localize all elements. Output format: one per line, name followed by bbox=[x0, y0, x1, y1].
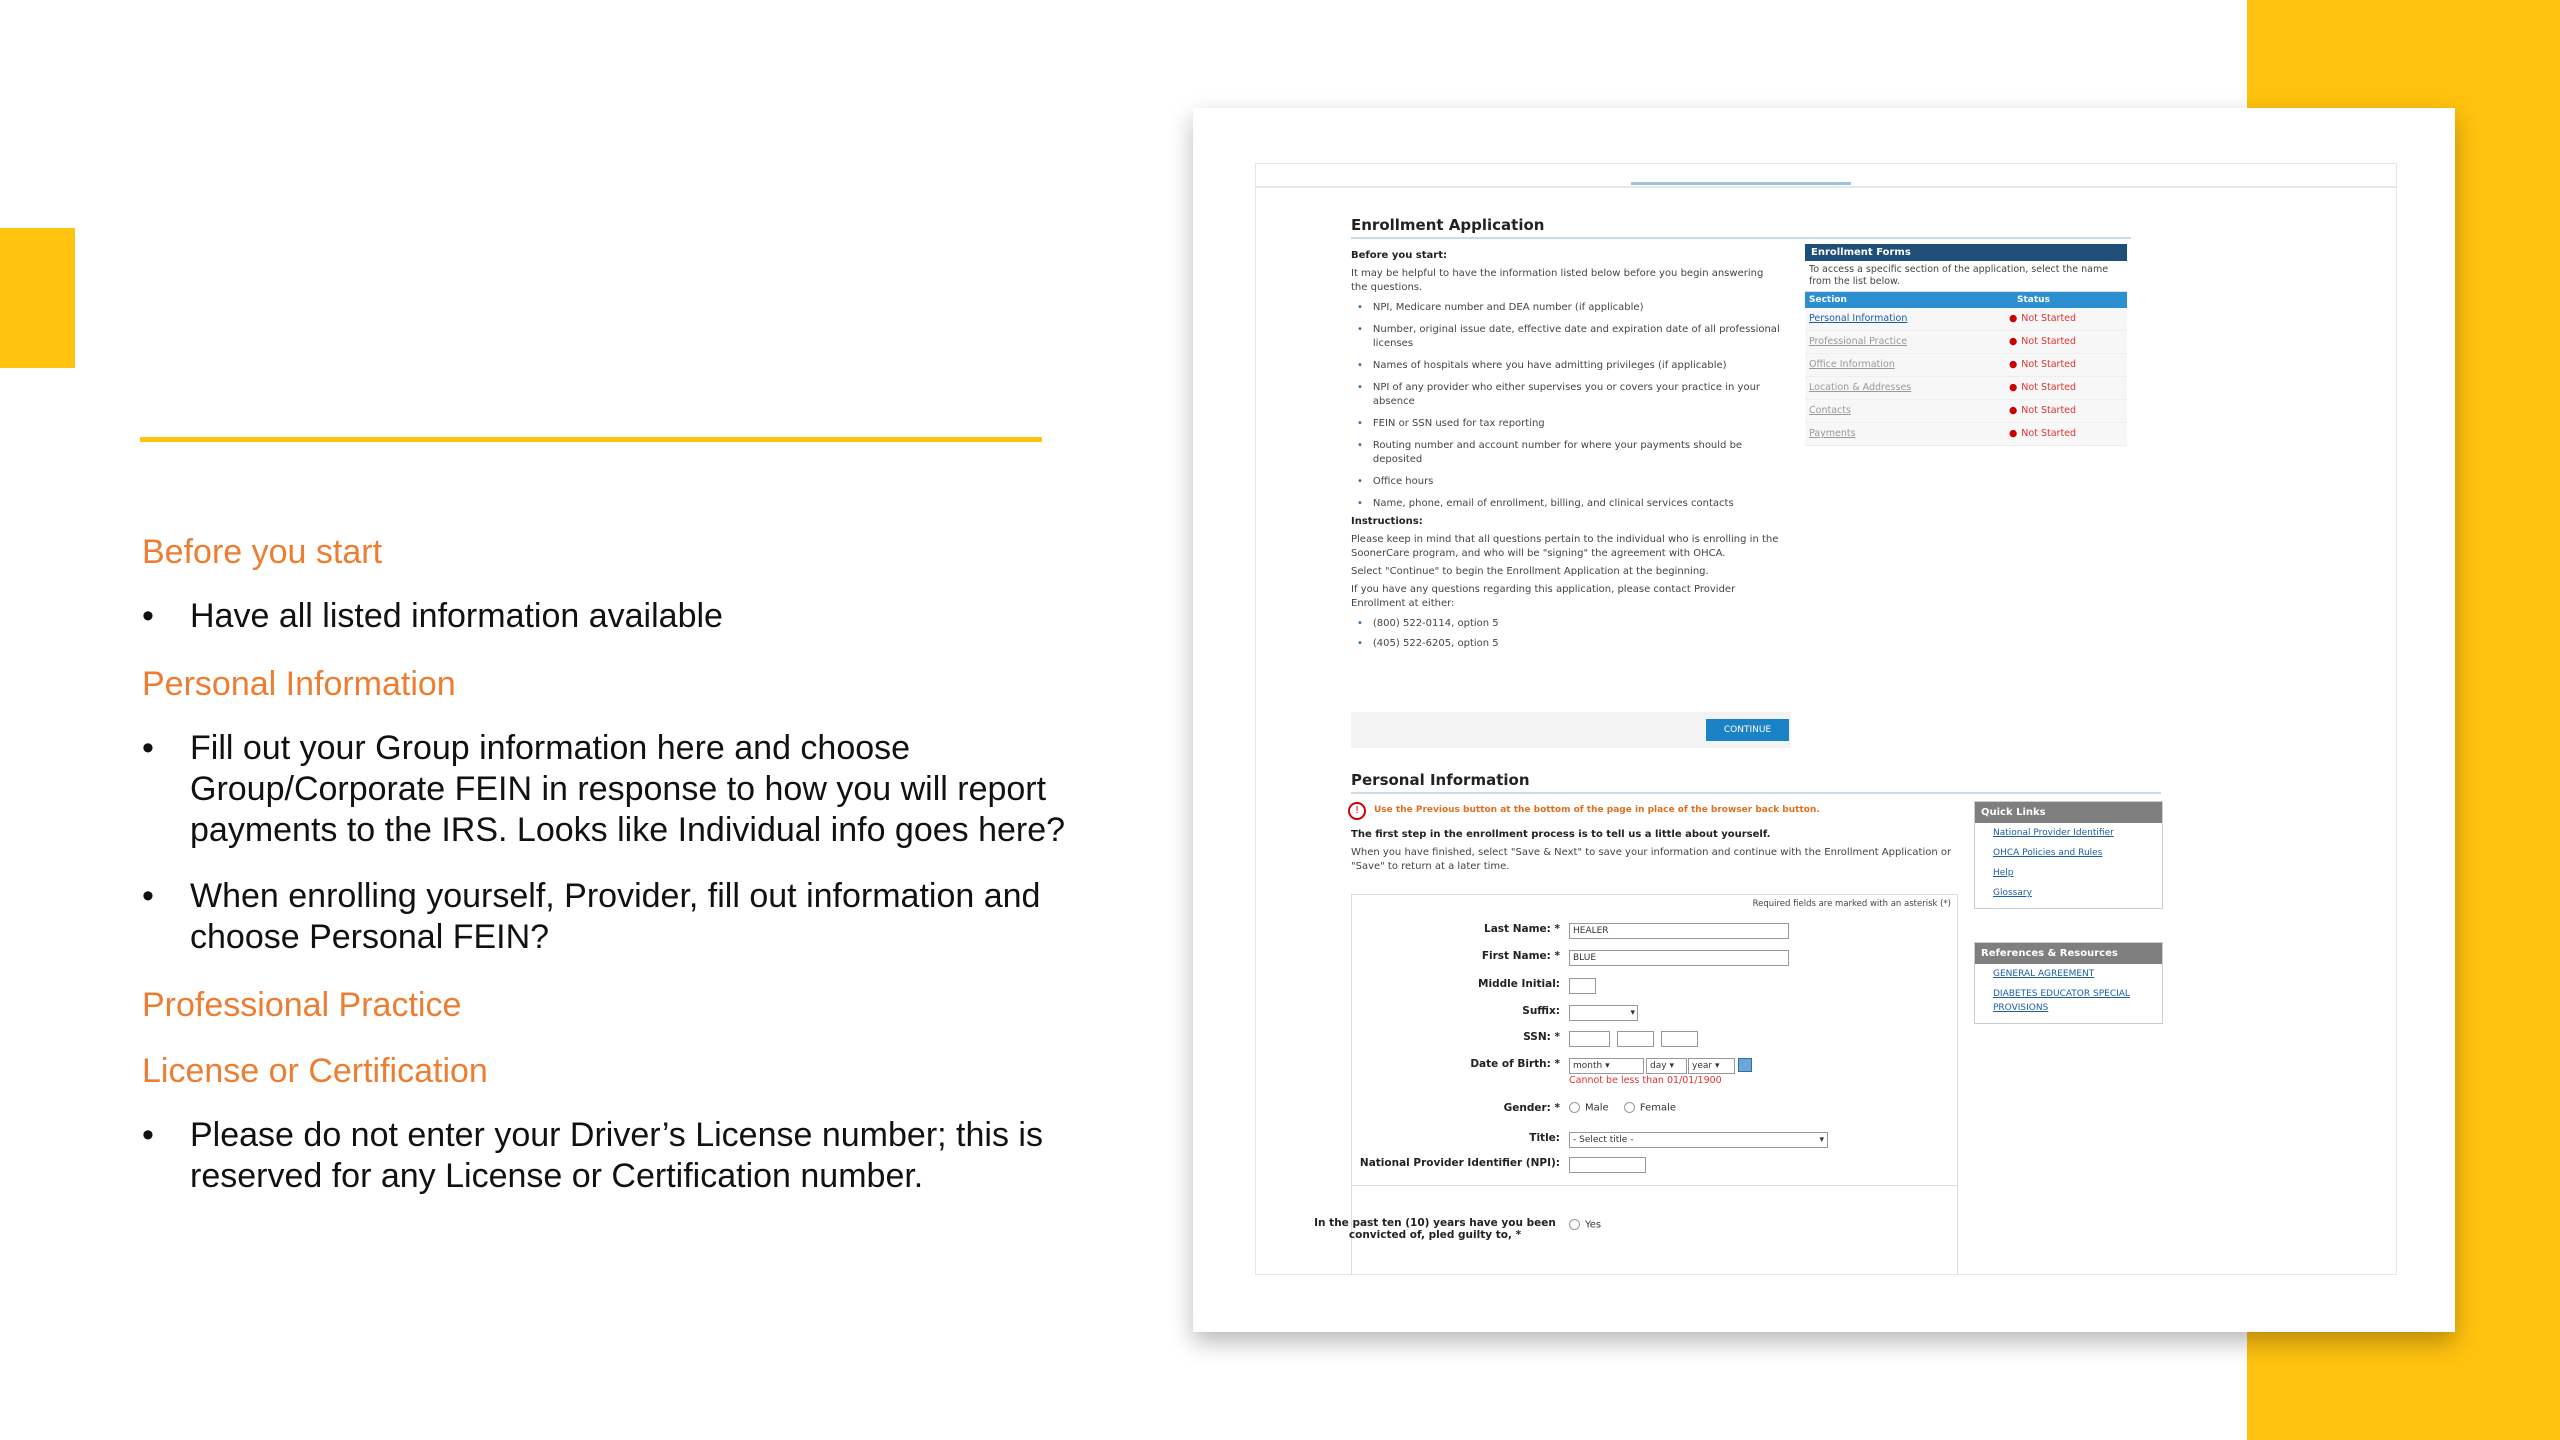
section-link-professional[interactable]: Professional Practice bbox=[1809, 336, 1908, 347]
middle-initial-input[interactable] bbox=[1569, 978, 1596, 994]
npi-input[interactable] bbox=[1569, 1157, 1646, 1173]
chevron-down-icon: ▾ bbox=[1605, 1061, 1610, 1071]
bullet-text: Please do not enter your Driver’s License number; this is reserved for any License or Certification number. bbox=[190, 1116, 1043, 1195]
chevron-down-icon: ▾ bbox=[1669, 1061, 1674, 1071]
gender-male-label: Male bbox=[1585, 1102, 1609, 1114]
bullet-item bbox=[142, 1115, 1082, 1197]
suffix-row bbox=[1352, 1005, 1912, 1027]
phone-list bbox=[1357, 617, 1781, 651]
list-item-text: NPI of any provider who either supervises you or covers your practice in your absence bbox=[1372, 382, 1761, 407]
bullet-icon: • bbox=[1357, 324, 1363, 335]
heading-professional-practice: Professional Practice bbox=[142, 986, 462, 1024]
personal-form bbox=[1314, 894, 1958, 1275]
convicted-label: In the past ten (10) years have you been convicted of, pled guilty to, * bbox=[1314, 1217, 1556, 1241]
bullet-item bbox=[142, 596, 1082, 637]
chevron-down-icon: ▾ bbox=[1714, 1061, 1720, 1071]
quick-link-glossary[interactable]: Glossary bbox=[1993, 888, 2032, 898]
continue-button[interactable]: CONTINUE bbox=[1706, 719, 1789, 741]
npi-label: National Provider Identifier (NPI): bbox=[1359, 1157, 1560, 1169]
quick-link-policies[interactable]: OHCA Policies and Rules bbox=[1993, 848, 2103, 858]
form-divider bbox=[1352, 1185, 1957, 1186]
phone-text: (800) 522-0114, option 5 bbox=[1372, 618, 1499, 629]
intro-text: It may be helpful to have the information listed below before you begin answering the questions. bbox=[1351, 268, 1764, 293]
enrollment-title: Enrollment Application bbox=[1351, 216, 1545, 234]
dob-year-select[interactable]: year ▾ bbox=[1688, 1058, 1735, 1074]
bullet-icon: • bbox=[1357, 618, 1363, 629]
status-badge: ● Not Started bbox=[2009, 423, 2076, 445]
suffix-label: Suffix: bbox=[1522, 1005, 1560, 1017]
bullet-icon: • bbox=[1357, 638, 1363, 649]
table-row bbox=[1805, 308, 2127, 331]
bullet-text: When enrolling yourself, Provider, fill out information and choose Personal FEIN? bbox=[190, 877, 1041, 956]
bullet-icon: • bbox=[1357, 476, 1363, 487]
table-row bbox=[1805, 400, 2127, 423]
bullet-icon: • bbox=[142, 1116, 154, 1154]
dob-day-select[interactable]: day ▾ bbox=[1646, 1058, 1687, 1074]
middle-initial-row bbox=[1352, 978, 1912, 1000]
slide-notes bbox=[142, 530, 1082, 1222]
calendar-icon[interactable] bbox=[1738, 1058, 1752, 1072]
enrollment-forms-box bbox=[1805, 244, 2127, 446]
list-item bbox=[1357, 475, 1781, 489]
list-item bbox=[1357, 301, 1781, 315]
gender-female-label: Female bbox=[1639, 1102, 1677, 1114]
title-divider bbox=[140, 437, 1042, 442]
bullet-icon: • bbox=[1357, 382, 1363, 393]
personal-info-title: Personal Information bbox=[1351, 771, 1530, 789]
convicted-options bbox=[1557, 1219, 1601, 1231]
status-badge: ● Not Started bbox=[2009, 377, 2076, 399]
quick-link-npi[interactable]: National Provider Identifier bbox=[1993, 828, 2114, 838]
ssn-part-1[interactable] bbox=[1569, 1031, 1610, 1047]
warning-icon: ! bbox=[1348, 802, 1366, 820]
bullet-icon: • bbox=[142, 729, 154, 767]
before-start-block bbox=[1351, 249, 1781, 651]
list-item-text: Office hours bbox=[1372, 476, 1434, 487]
required-note: Required fields are marked with an asterisk (*) bbox=[1752, 899, 1951, 909]
forms-header-row bbox=[1805, 292, 2127, 308]
list-item-text: FEIN or SSN used for tax reporting bbox=[1372, 418, 1545, 429]
quick-link-help[interactable]: Help bbox=[1993, 868, 2014, 878]
heading-license-certification: License or Certification bbox=[142, 1052, 488, 1090]
list-item-text: Name, phone, email of enrollment, billing, and clinical services contacts bbox=[1372, 498, 1734, 509]
section-link-personal[interactable]: Personal Information bbox=[1809, 313, 1908, 324]
table-row bbox=[1805, 423, 2127, 446]
col-section: Section bbox=[1809, 295, 1847, 305]
bullet-icon: • bbox=[1357, 418, 1363, 429]
forms-desc: To access a specific section of the application, select the name from the list below. bbox=[1805, 261, 2127, 292]
chevron-down-icon: ▾ bbox=[1630, 1008, 1635, 1018]
heading-before-you-start: Before you start bbox=[142, 533, 383, 571]
gender-options bbox=[1557, 1102, 1676, 1114]
list-item bbox=[1357, 637, 1781, 651]
active-tab-underline bbox=[1631, 182, 1851, 185]
list-item bbox=[1357, 323, 1781, 351]
col-status: Status bbox=[2017, 295, 2050, 305]
title-row bbox=[1352, 1132, 1912, 1154]
gender-row bbox=[1352, 1102, 1912, 1124]
phone-text: (405) 522-6205, option 5 bbox=[1372, 638, 1499, 649]
title-select[interactable]: - Select title - ▾ bbox=[1569, 1132, 1828, 1148]
last-name-label: Last Name: * bbox=[1484, 923, 1560, 935]
list-item bbox=[1357, 359, 1781, 373]
table-row bbox=[1805, 331, 2127, 354]
references-title: References & Resources bbox=[1975, 943, 2162, 964]
save-note: When you have finished, select "Save & Next" to save your information and continue with the Enrollment Application or "Save" to return at a later time. bbox=[1351, 847, 1952, 872]
instructions-text: If you have any questions regarding this application, please contact Provider Enrollment at either: bbox=[1351, 584, 1736, 609]
section-link-contacts[interactable]: Contacts bbox=[1809, 405, 1851, 416]
status-badge: ● Not Started bbox=[2009, 400, 2076, 422]
dob-month-select[interactable]: month ▾ bbox=[1569, 1058, 1644, 1074]
list-item bbox=[1357, 381, 1781, 409]
dob-error-row bbox=[1352, 1075, 1912, 1097]
ssn-row bbox=[1352, 1031, 1912, 1053]
back-warning: Use the Previous button at the bottom of the page in place of the browser back button. bbox=[1374, 805, 1820, 815]
gender-female-radio[interactable] bbox=[1624, 1102, 1635, 1113]
instructions-text: Select "Continue" to begin the Enrollment Application at the beginning. bbox=[1351, 566, 1709, 577]
section-link-location[interactable]: Location & Addresses bbox=[1809, 382, 1912, 393]
convicted-row bbox=[1314, 1217, 1912, 1251]
enrollment-rule bbox=[1351, 237, 2131, 239]
bullet-icon: • bbox=[1357, 360, 1363, 371]
section-link-payments[interactable]: Payments bbox=[1809, 428, 1856, 439]
bullet-text: Fill out your Group information here and choose Group/Corporate FEIN in response to how you will report payments to the IRS. Looks like Individual info goes here? bbox=[190, 729, 1066, 849]
list-item bbox=[1357, 617, 1781, 631]
ssn-part-3[interactable] bbox=[1661, 1031, 1698, 1047]
suffix-select[interactable] bbox=[1569, 1005, 1638, 1021]
first-name-label: First Name: * bbox=[1481, 950, 1560, 962]
quick-links-box bbox=[1974, 801, 2163, 909]
list-item-text: Number, original issue date, effective date and expiration date of all professional licenses bbox=[1372, 324, 1780, 349]
heading-personal-information: Personal Information bbox=[142, 665, 456, 703]
chevron-down-icon: ▾ bbox=[1819, 1135, 1824, 1145]
list-item bbox=[1357, 439, 1781, 467]
status-badge: ● Not Started bbox=[2009, 331, 2076, 353]
bullet-item bbox=[142, 876, 1082, 958]
enrollment-screenshot bbox=[1255, 163, 2397, 1275]
bullet-icon: • bbox=[1357, 440, 1363, 451]
bullet-item bbox=[142, 728, 1082, 851]
bullet-icon: • bbox=[1357, 498, 1363, 509]
quote-bar-right bbox=[32, 228, 75, 368]
list-item-text: Routing number and account number for where your payments should be deposited bbox=[1372, 440, 1743, 465]
convicted-yes-label: Yes bbox=[1585, 1219, 1602, 1231]
ssn-part-2[interactable] bbox=[1617, 1031, 1654, 1047]
section-link-office[interactable]: Office Information bbox=[1809, 359, 1895, 370]
bullet-text: Have all listed information available bbox=[190, 597, 723, 635]
top-nav bbox=[1256, 164, 2396, 188]
status-badge: ● Not Started bbox=[2009, 308, 2076, 330]
first-step-text: The first step in the enrollment process is to tell us a little about yourself. bbox=[1351, 829, 1771, 840]
first-name-row bbox=[1352, 950, 1912, 972]
dob-label: Date of Birth: * bbox=[1470, 1058, 1560, 1070]
bullet-icon: • bbox=[142, 597, 154, 635]
ssn-label: SSN: * bbox=[1523, 1031, 1560, 1043]
gender-label: Gender: * bbox=[1503, 1102, 1560, 1114]
quick-links-title: Quick Links bbox=[1975, 802, 2162, 823]
reference-diabetes-provisions[interactable]: DIABETES EDUCATOR SPECIAL PROVISIONS bbox=[1993, 989, 2130, 1013]
personal-info-rule bbox=[1351, 792, 2161, 794]
list-item-text: NPI, Medicare number and DEA number (if applicable) bbox=[1372, 302, 1644, 313]
references-box bbox=[1974, 942, 2163, 1024]
title-label: Title: bbox=[1529, 1132, 1560, 1144]
gender-male-radio[interactable] bbox=[1569, 1102, 1580, 1113]
list-item bbox=[1357, 497, 1781, 511]
before-label: Before you start: bbox=[1351, 250, 1448, 261]
bullet-icon: • bbox=[1357, 302, 1363, 313]
reference-general-agreement[interactable]: GENERAL AGREEMENT bbox=[1993, 969, 2095, 979]
instructions-label: Instructions: bbox=[1351, 516, 1423, 527]
list-item-text: Names of hospitals where you have admitting privileges (if applicable) bbox=[1372, 360, 1727, 371]
list-item bbox=[1357, 417, 1781, 431]
bullet-icon: • bbox=[142, 877, 154, 915]
table-row bbox=[1805, 354, 2127, 377]
table-row bbox=[1805, 377, 2127, 400]
instructions-text: Please keep in mind that all questions pertain to the individual who is enrolling in the SoonerCare program, and who will be "signing" the agreement with OHCA. bbox=[1351, 534, 1779, 559]
last-name-input[interactable]: HEALER bbox=[1569, 923, 1789, 939]
npi-row bbox=[1352, 1157, 1912, 1179]
convicted-yes-radio[interactable] bbox=[1569, 1219, 1580, 1230]
status-badge: ● Not Started bbox=[2009, 354, 2076, 376]
info-list bbox=[1357, 301, 1781, 511]
dob-error: Cannot be less than 01/01/1900 bbox=[1569, 1075, 1722, 1086]
first-name-input[interactable]: BLUE bbox=[1569, 950, 1789, 966]
middle-initial-label: Middle Initial: bbox=[1478, 978, 1560, 990]
last-name-row bbox=[1352, 923, 1912, 945]
forms-title: Enrollment Forms bbox=[1805, 244, 2127, 261]
